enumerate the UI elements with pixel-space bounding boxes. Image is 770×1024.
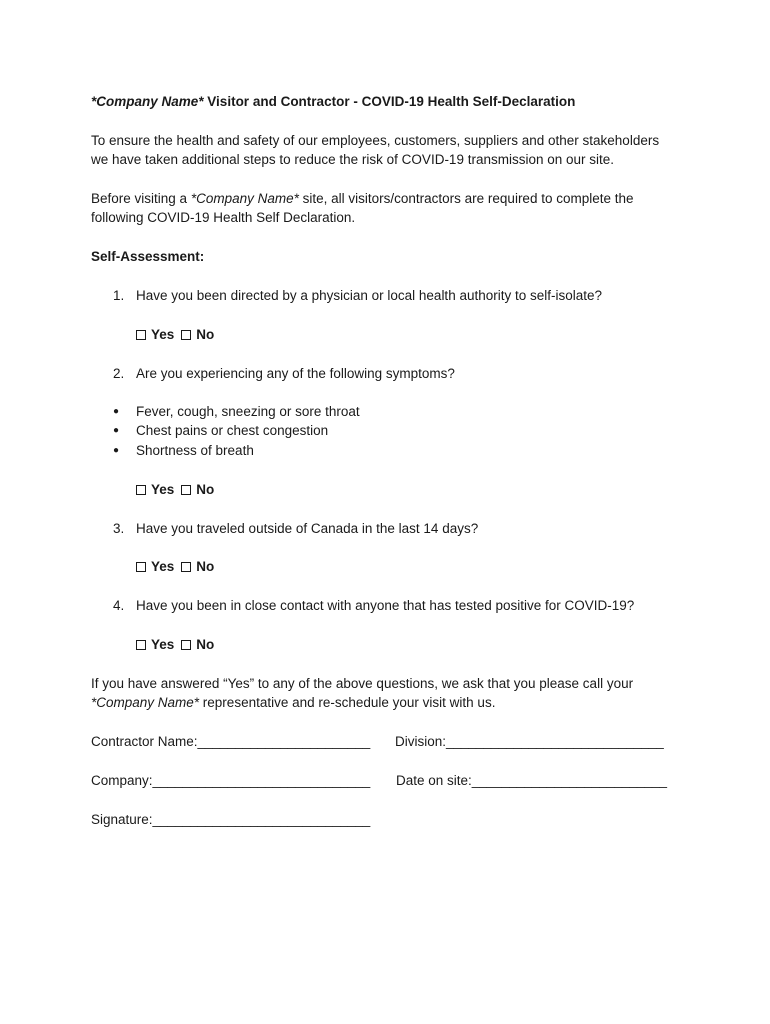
bullet-icon: ●	[113, 425, 120, 436]
before-company-name: *Company Name*	[190, 191, 299, 206]
question-3-yes-label: Yes	[151, 559, 175, 574]
question-2-yes-checkbox[interactable]	[136, 485, 146, 495]
closing-text: representative and re-schedule your visit with us.	[199, 695, 496, 710]
question-1-number: 1.	[113, 288, 125, 303]
division-field[interactable]: Division:_____________________________	[395, 734, 664, 749]
closing-company-name: *Company Name*	[91, 695, 200, 710]
question-3-no-label: No	[196, 559, 215, 574]
bullet-icon: ●	[113, 406, 120, 417]
question-3-number: 3.	[113, 521, 125, 536]
question-2-number: 2.	[113, 366, 125, 381]
contractor-name-field[interactable]: Contractor Name:_______________________	[91, 734, 371, 749]
question-3-yes-checkbox[interactable]	[136, 562, 146, 572]
company-field[interactable]: Company:_____________________________	[91, 773, 371, 788]
question-1-text: Have you been directed by a physician or local health authority to self-isolate?	[136, 288, 603, 303]
question-4-number: 4.	[113, 598, 125, 613]
question-3-choices	[136, 557, 214, 577]
question-4-yes-label: Yes	[151, 637, 175, 652]
question-1-choices	[136, 325, 214, 345]
symptom-item-2: Chest pains or chest congestion	[136, 423, 329, 438]
title-text: Visitor and Contractor - COVID-19 Health Self-Declaration	[203, 94, 576, 109]
before-line-1	[91, 189, 634, 209]
title-company-name: *Company Name*	[91, 94, 204, 109]
bullet-icon: ●	[113, 445, 120, 456]
page-title	[91, 92, 575, 112]
intro-line-1: To ensure the health and safety of our employees, customers, suppliers and other stakeholders	[91, 133, 660, 148]
question-2-no-label: No	[196, 482, 215, 497]
question-4-yes-checkbox[interactable]	[136, 640, 146, 650]
date-on-site-field[interactable]: Date on site:__________________________	[396, 773, 668, 788]
question-1-no-label: No	[196, 327, 215, 342]
question-4-no-label: No	[196, 637, 215, 652]
before-line-2: following COVID-19 Health Self Declaration.	[91, 210, 356, 225]
question-3-no-checkbox[interactable]	[181, 562, 191, 572]
closing-line-1: If you have answered “Yes” to any of the above questions, we ask that you please call your	[91, 676, 634, 691]
question-1-no-checkbox[interactable]	[181, 330, 191, 340]
question-2-no-checkbox[interactable]	[181, 485, 191, 495]
intro-line-2: we have taken additional steps to reduce the risk of COVID-19 transmission on our site.	[91, 152, 615, 167]
question-4-text: Have you been in close contact with anyone that has tested positive for COVID-19?	[136, 598, 635, 613]
question-3-text: Have you traveled outside of Canada in the last 14 days?	[136, 521, 479, 536]
symptom-item-1: Fever, cough, sneezing or sore throat	[136, 404, 360, 419]
question-2-text: Are you experiencing any of the following symptoms?	[136, 366, 455, 381]
before-suffix: site, all visitors/contractors are required to complete the	[298, 191, 634, 206]
question-1-yes-label: Yes	[151, 327, 175, 342]
question-2-choices	[136, 480, 214, 500]
question-4-no-checkbox[interactable]	[181, 640, 191, 650]
question-2-yes-label: Yes	[151, 482, 175, 497]
before-prefix: Before visiting a	[91, 191, 191, 206]
question-4-choices	[136, 635, 214, 655]
question-1-yes-checkbox[interactable]	[136, 330, 146, 340]
closing-line-2	[91, 693, 495, 713]
signature-field[interactable]: Signature:_____________________________	[91, 812, 371, 827]
symptom-item-3: Shortness of breath	[136, 443, 254, 458]
self-assessment-heading: Self-Assessment:	[91, 249, 205, 264]
